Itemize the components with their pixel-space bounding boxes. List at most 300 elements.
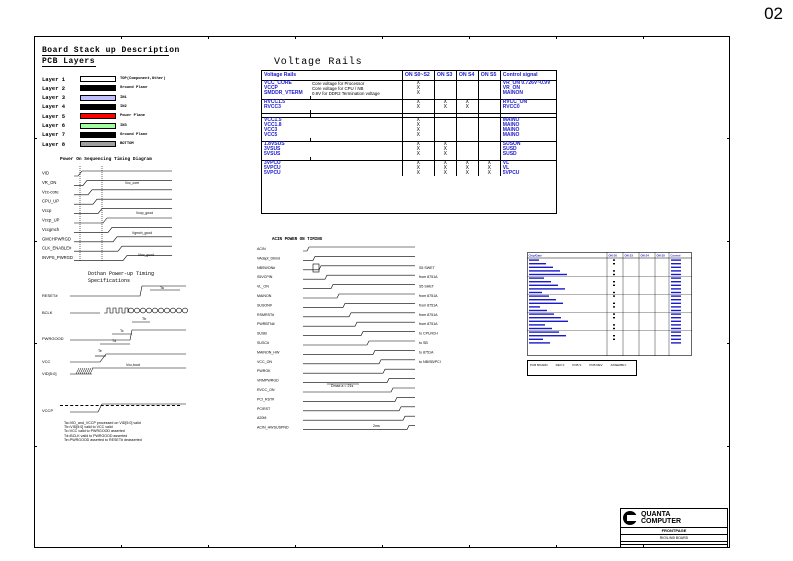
frame-tick	[208, 36, 209, 39]
vr-cell: 5VPCU	[264, 165, 281, 171]
small-table-x-mark	[613, 335, 615, 336]
layer-swatch	[80, 141, 116, 147]
acin-right-label: from 8751A	[419, 303, 438, 308]
seq-annotation: Vgmch_good	[132, 231, 152, 235]
dothan-timing-label: Td	[112, 339, 117, 343]
vr-cell: VL	[500, 161, 556, 167]
layer-desc: IN1	[120, 95, 127, 100]
layer-name: Layer 5	[42, 112, 66, 120]
company-name-1: QUANTA	[641, 511, 671, 518]
layer-swatch	[80, 123, 116, 129]
seq-annotation: Vccp_good	[136, 211, 153, 215]
frame-tick	[727, 446, 730, 447]
vr-cell: X	[402, 128, 434, 133]
acin-wave	[303, 313, 415, 317]
layer-swatch	[80, 85, 116, 91]
acin-wave	[303, 407, 415, 411]
seq-signal-label: CPU_UP	[42, 198, 59, 204]
small-table-text-mark	[529, 281, 551, 282]
small-table-text-mark	[529, 306, 540, 307]
vr-row	[262, 171, 556, 176]
dothan-title-1: Dothan Power-up Timing	[88, 271, 155, 277]
acin-wave	[303, 350, 415, 354]
acin-wave	[303, 388, 415, 392]
vr-cell: VCC5	[264, 132, 278, 138]
dothan-note: Ta=VID_and_VCCP processed on VID[5:0] valid	[64, 421, 141, 425]
bclk-cycle	[128, 308, 133, 313]
stackup-underline	[42, 55, 169, 56]
pcb-underline	[42, 66, 96, 67]
small-table-ctrl-mark	[671, 335, 681, 336]
vr-cell: 5VSUS	[264, 151, 281, 157]
small-table-x-mark	[613, 281, 615, 282]
small-table-ctrl-mark	[671, 339, 681, 340]
bclk-pulse	[104, 308, 110, 313]
small-table-x-mark	[613, 313, 615, 314]
vr-cell: X	[434, 171, 456, 176]
vr-cell: RVCC1.5	[264, 99, 286, 105]
layer-swatch	[80, 104, 116, 110]
acin-right-label: S5 SWET	[419, 265, 435, 270]
vr-cell: 0.9V for DDR2 Termination voltage	[312, 91, 380, 96]
vr-cell: 3VSUS	[264, 146, 281, 152]
acin-wave	[303, 285, 415, 289]
layer-name: Layer 3	[42, 94, 66, 102]
title-block	[620, 508, 728, 548]
acin-signal-label: PWRBTN#	[257, 322, 275, 327]
small-table-text-mark	[529, 270, 560, 271]
vr-cell: VL	[500, 166, 556, 171]
small-table-text-mark	[529, 263, 546, 264]
vr-cell: X	[434, 142, 456, 148]
small-table-text-mark	[529, 321, 568, 322]
vr-cell: X	[402, 166, 434, 171]
acin-wave	[303, 426, 415, 430]
tb-line-4	[621, 544, 727, 545]
small-table-ctrl-mark	[671, 288, 681, 289]
small-table-header: ON S5	[656, 253, 665, 258]
acin-wave	[303, 369, 415, 373]
acin-wave	[303, 322, 415, 326]
small-table-text-mark	[529, 342, 550, 343]
acin-wave	[303, 379, 415, 383]
acin-delay-label: Dmax a = 21s	[331, 384, 354, 388]
small-table-ctrl-mark	[671, 267, 681, 268]
vr-cell: VCC_CORE	[264, 80, 292, 86]
dothan-note: Td=BCLK valid to PWRGOOD asserted	[64, 433, 128, 438]
vr-cell: VR_ON	[500, 86, 556, 91]
small-table-text-mark	[529, 292, 542, 293]
pcb-rev-cell: ASSEMBLY	[610, 363, 627, 367]
acin-right-label: from 8751A	[419, 322, 438, 327]
vr-cell: MAINO	[500, 118, 556, 124]
acin-signal-label: ACIN_HWSUSPND	[257, 425, 289, 430]
small-table-ctrl-mark	[671, 342, 681, 343]
stackup-subtitle: PCB Layers	[42, 57, 96, 66]
small-table-x-mark	[613, 306, 615, 307]
frame-tick	[382, 545, 383, 548]
vr-header-cell: ON S5	[478, 71, 500, 81]
acin-signal-label: A20M	[257, 416, 267, 421]
acin-timing-diagram	[255, 244, 475, 439]
vr-cell: X	[434, 161, 456, 167]
layer-row	[42, 122, 127, 130]
layer-name: Layer 7	[42, 131, 66, 139]
vr-cell: VR_ON 0.726V~0.9V	[500, 81, 556, 87]
small-table-ctrl-mark	[671, 299, 681, 300]
dothan-note: Tc=VCC valid to PWRGOOD asserted	[64, 429, 125, 434]
acin-signal-label: SUSB	[257, 331, 267, 336]
acin-title: ACIN POWER ON TIMING	[272, 238, 323, 242]
seq-wave	[74, 209, 172, 214]
seq-wave	[74, 199, 172, 204]
acin-wave	[303, 247, 415, 251]
vr-cell: X	[434, 147, 456, 152]
acin-wave	[303, 256, 415, 260]
small-table-header: Control	[670, 253, 681, 258]
page-title: FRONTPAGE	[661, 528, 687, 533]
vr-cell: X	[402, 152, 434, 157]
dothan-timing-label: Te	[98, 349, 102, 353]
vr-cell: X	[434, 100, 456, 106]
acin-signal-label: PWROK	[257, 369, 271, 374]
small-table-ctrl-mark	[671, 331, 681, 332]
acin-signal-label: RVCC_ON	[257, 388, 275, 392]
small-table-x-mark	[613, 303, 615, 304]
vr-cell: VCCP	[264, 85, 278, 91]
layer-name: Layer 8	[42, 140, 66, 148]
frame-tick	[295, 36, 296, 39]
dothan-notes	[64, 421, 142, 442]
small-table-text-mark	[529, 328, 552, 329]
layer-row	[42, 103, 127, 111]
vr-cell: SMDDR_VTERM	[264, 90, 303, 96]
vr-header-cell: ON S3	[434, 71, 456, 81]
vr-cell: X	[456, 171, 478, 176]
layer-row	[42, 75, 166, 83]
acin-signal-label: MAINON	[257, 294, 272, 298]
acin-signal-label: ACIN	[257, 247, 266, 251]
acin-right-label: to SB	[419, 341, 428, 345]
vr-cell: X	[402, 105, 434, 110]
vr-cell: X	[478, 171, 500, 176]
vr-cell: SUSD	[500, 152, 556, 157]
vr-cell: X	[434, 152, 456, 157]
frame-tick	[727, 241, 730, 242]
vr-cell: X	[456, 100, 478, 106]
vr-cell: SUSD	[500, 147, 556, 152]
acin-right-label: to NB/SB/PCI	[419, 359, 441, 364]
voltage-rails-table	[262, 71, 556, 176]
acin-wave	[303, 266, 415, 270]
seq-signal-label: Vccgmch	[42, 226, 60, 232]
seq-signal-label: VID	[42, 170, 49, 176]
bclk-cycle	[140, 308, 145, 313]
dothan-timing-label: Ta	[160, 286, 164, 290]
bclk-cycle	[146, 308, 151, 313]
layer-swatch	[80, 95, 116, 101]
bclk-cycle	[134, 308, 139, 313]
pcb-rev-cell: PCB S	[572, 363, 582, 367]
vr-cell: X	[402, 118, 434, 124]
acin-signal-label: RSMRST#	[257, 312, 275, 317]
acin-right-label: to CPU/ICH	[419, 331, 438, 336]
frame-tick	[556, 36, 557, 39]
small-table-ctrl-mark	[671, 281, 681, 282]
frame-tick	[469, 545, 470, 548]
vr-cell	[310, 171, 402, 176]
acin-signal-label: VL_ON	[257, 284, 269, 289]
small-table-x-mark	[613, 292, 615, 293]
small-table-ctrl-mark	[671, 292, 681, 293]
small-table-ctrl-mark	[671, 277, 681, 278]
acin-right-label: from 8751A	[419, 275, 438, 280]
bclk-pulse	[116, 308, 122, 313]
small-table-ctrl-mark	[671, 328, 681, 329]
seq-wave	[74, 237, 172, 242]
small-table-ctrl-mark	[671, 295, 681, 296]
acin-signal-label: VRMPWRGD	[257, 378, 279, 383]
bclk-cycle	[152, 308, 157, 313]
acin-right-label: to 8751A	[419, 350, 434, 355]
layer-desc: Ground Plane	[120, 86, 148, 91]
vr-cell: RVCC0	[500, 105, 556, 110]
small-table-ctrl-mark	[671, 270, 681, 271]
vr-cell: X	[402, 86, 434, 91]
layer-row	[42, 94, 127, 102]
layer-desc: IN3	[120, 123, 127, 128]
bclk-cycle	[158, 308, 163, 313]
dothan-timing-label: Tc	[120, 329, 124, 333]
small-table-ctrl-mark	[671, 313, 681, 314]
small-table-ctrl-mark	[671, 303, 681, 304]
frame-tick	[34, 241, 37, 242]
vr-cell: Core voltage for CPU / NB	[312, 86, 364, 91]
bclk-cycle	[164, 308, 169, 313]
seq-signal-label: Vccp_UP	[42, 217, 60, 223]
bclk-cycle	[182, 308, 187, 313]
pcb-rev-cell: REV 0	[555, 363, 565, 367]
small-table-x-mark	[613, 328, 615, 329]
vr-header-cell: Control signal	[500, 71, 556, 81]
small-table-text-mark	[529, 310, 547, 311]
frame-tick	[382, 36, 383, 39]
layer-swatch	[80, 76, 116, 82]
seq-signal-label: Vccp	[42, 208, 52, 214]
small-table-text-mark	[529, 303, 563, 304]
acin-wave	[303, 294, 415, 298]
seq-wave	[74, 246, 172, 251]
bclk-pulse	[110, 308, 116, 313]
frame-tick	[727, 138, 730, 139]
small-rail-table	[527, 252, 692, 356]
seq-signal-label: GMCHPWRGD	[42, 236, 71, 242]
acin-wave	[303, 416, 415, 420]
company-name-2: COMPUTER	[641, 518, 682, 525]
acin-wave	[303, 341, 415, 345]
seq-wave	[74, 180, 172, 185]
dothan-timing-diagram	[40, 282, 200, 422]
small-table-header: ON S4	[640, 253, 649, 258]
layer-desc: Ground Plane	[120, 132, 148, 137]
small-table-ctrl-mark	[671, 263, 681, 264]
vr-cell: 3VPCU	[264, 160, 281, 166]
frame-tick	[556, 545, 557, 548]
small-table-text-mark	[529, 259, 539, 260]
small-table-ctrl-mark	[671, 285, 681, 286]
small-table-x-mark	[613, 285, 615, 286]
vr-header-cell: ON S0~S2	[402, 71, 434, 81]
acin-signal-label: S5VCPIN	[257, 275, 273, 280]
small-table-grid	[527, 252, 692, 356]
acin-wave	[303, 303, 415, 307]
dothan-signal-label: VCC	[42, 359, 51, 364]
vr-cell: X	[402, 161, 434, 167]
dothan-signal-label: PWRGOOD	[42, 336, 64, 341]
vr-cell: X	[456, 161, 478, 167]
layer-swatch	[80, 132, 116, 138]
frame-tick	[295, 545, 296, 548]
frame-tick	[121, 545, 122, 548]
small-table-text-mark	[529, 339, 543, 340]
vr-cell: MAINO	[500, 123, 556, 128]
seq-wave	[74, 218, 172, 223]
frame-tick	[121, 36, 122, 39]
dothan-signal-label: RESET#	[42, 293, 58, 298]
small-table-x-mark	[613, 259, 615, 260]
layer-name: Layer 1	[42, 75, 66, 83]
small-table-header: Chip/Gate	[528, 253, 542, 258]
frame-tick	[469, 36, 470, 39]
sheet-number: 02	[764, 4, 783, 23]
frame-tick	[208, 545, 209, 548]
vr-header-cell: Voltage Rails	[262, 71, 402, 81]
seq-annotation: Vcc_core	[125, 181, 140, 185]
acin-pulse	[313, 264, 319, 272]
seq-wave	[74, 171, 172, 176]
small-table-text-mark	[529, 277, 544, 278]
acin-wave	[303, 360, 415, 364]
small-table-text-mark	[529, 285, 558, 286]
layer-row	[42, 140, 134, 148]
layer-name: Layer 6	[42, 122, 66, 129]
frame-tick	[34, 138, 37, 139]
small-table-x-mark	[613, 339, 615, 340]
frame-tick	[34, 343, 37, 344]
acin-wave	[303, 397, 415, 401]
acin-wave	[303, 332, 415, 336]
pcb-rev-cell: PCB BOARD	[530, 363, 548, 367]
small-table-header: ON S0	[608, 253, 617, 258]
small-table-ctrl-mark	[671, 259, 681, 260]
seq-signal-label: VR_ON	[42, 179, 57, 185]
vr-cell: X	[402, 133, 434, 138]
tb-line-2	[621, 534, 727, 535]
dothan-note: Tb=VID[5:0] valid to VCC valid	[64, 425, 113, 430]
acin-signal-label: NBSWON#	[257, 265, 276, 270]
small-table-text-mark	[529, 335, 566, 336]
vr-cell: X	[434, 166, 456, 171]
vr-cell: X	[478, 161, 500, 167]
vr-cell: X	[402, 100, 434, 106]
vr-cell: MAINO	[500, 133, 556, 138]
acin-signal-label: SUSON#	[257, 303, 272, 308]
power-seq-diagram	[40, 164, 175, 264]
board-name: RIO/L/NB BOARD	[659, 536, 689, 540]
voltage-rails-title: Voltage Rails	[274, 57, 363, 68]
small-table-text-mark	[529, 324, 545, 325]
small-table-ctrl-mark	[671, 324, 681, 325]
seq-signal-label: INVPS_PWRGD	[42, 255, 73, 261]
acin-right-label: from 8751A	[419, 294, 438, 298]
voltage-rails-table-box	[261, 70, 557, 214]
small-table-text-mark	[529, 313, 554, 314]
acin-wave	[303, 275, 415, 279]
seq-signal-label: CLK_ENABLE#	[42, 245, 72, 251]
stackup-title: Board Stack up Description	[42, 46, 180, 55]
small-table-x-mark	[613, 274, 615, 275]
pcb-rev-table	[527, 360, 637, 376]
dothan-timing-label: Tb	[142, 317, 147, 321]
small-table-x-mark	[613, 263, 615, 264]
layer-row	[42, 112, 145, 120]
dothan-signal-label: VCCP	[42, 408, 54, 413]
small-table-x-mark	[613, 324, 615, 325]
layer-desc: Power Plane	[120, 114, 146, 119]
tb-line-3	[621, 541, 727, 542]
vr-cell: X	[456, 166, 478, 171]
small-table-text-mark	[529, 288, 565, 289]
acin-kdelay-label: 2ms	[373, 424, 380, 428]
seq-annotation: Vinv_good	[138, 253, 154, 257]
vr-cell: X	[402, 81, 434, 87]
frame-tick	[643, 36, 644, 39]
pcb-rev-cell: PCB REV	[589, 363, 603, 367]
layer-swatch	[80, 113, 116, 119]
small-table-text-mark	[529, 299, 556, 300]
logo-cutout	[627, 515, 637, 521]
vr-cell: SUSON	[500, 142, 556, 148]
small-table-x-mark	[613, 317, 615, 318]
vr-cell: X	[478, 166, 500, 171]
layer-name: Layer 2	[42, 84, 66, 92]
dothan-divider	[60, 405, 180, 406]
small-table-ctrl-mark	[671, 274, 681, 275]
acin-signal-label: SUSC#	[257, 341, 269, 345]
small-table-text-mark	[529, 267, 553, 268]
small-table-header: ON S3	[624, 253, 633, 258]
vr-cell: X	[402, 123, 434, 128]
vr-cell: X	[402, 171, 434, 176]
acin-right-label: from 8751A	[419, 312, 438, 317]
vr-cell: 5VPCU	[264, 170, 281, 176]
vr-cell: X	[402, 91, 434, 96]
small-table-x-mark	[613, 270, 615, 271]
small-table-ctrl-mark	[671, 317, 681, 318]
bclk-cycle	[176, 308, 181, 313]
small-table-text-mark	[529, 274, 567, 275]
vr-cell: MAINO	[500, 128, 556, 133]
vr-cell: VCC3	[264, 127, 278, 133]
layer-row	[42, 131, 147, 139]
dothan-signal-label: BCLK	[42, 310, 53, 315]
dothan-signal-label: VID[5:0]	[42, 371, 57, 376]
dothan-title-2: Specifications	[88, 278, 131, 284]
vr-cell: X	[456, 105, 478, 110]
small-table-x-mark	[613, 295, 615, 296]
vr-cell: 1.8VSUS	[264, 141, 285, 147]
acin-signal-label: PCIRST	[257, 406, 271, 411]
